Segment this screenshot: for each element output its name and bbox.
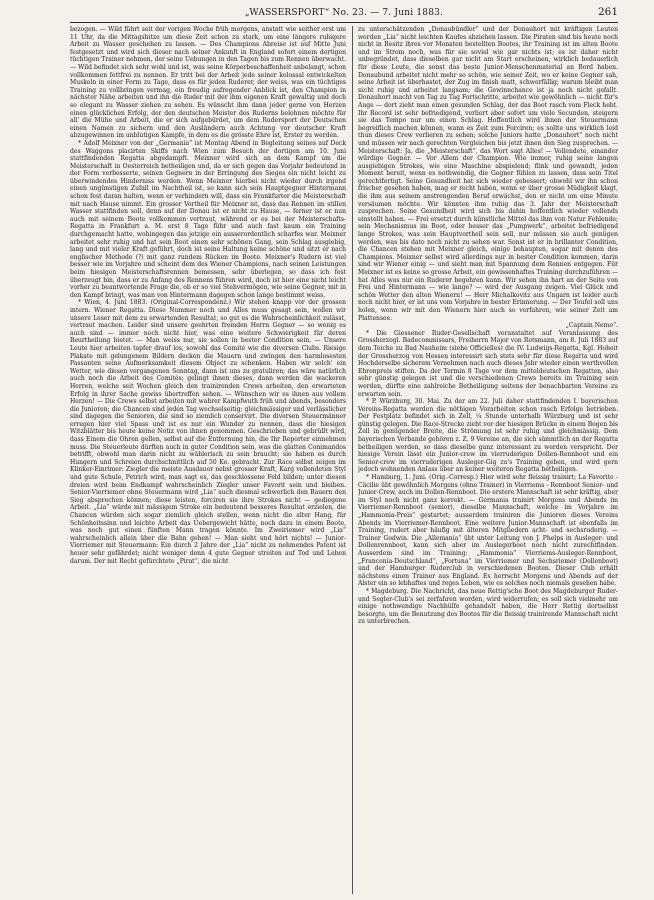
article-paragraph: * P. Würzburg, 30. Mai. Zu der am 22. Juli daher stattfindenden I. bayerischen Vereins-Regatta werden die nöthigen Vorarbeiten schon rasch Erfolge betrieben. Der Festplatz befindet sich in Zell, ¼ Stunde unterhalb Würzburg und ist sehr günstig gelegen. Die Race-Strecke zieht vor der hiesigen Brücke in einem Bogen bis Zell in genügender Breite, die Strömung ist sehr ruhig und gleichmässig. Dem bayerischen Verbande gehören z. Z. 9 Vereine an, die sich sämmtlich an der Regatta betheiligen werden, so dass dieselbe ganz interessant zu werden verspricht. Der hiesige Verein lässt ein Junior-crew im vierruderigen Dollen-Rennboot und ein Senior-crew im vierruderigen Ausleger-Gig zu's Training geben, und wird gern jedoch wohnenden Anlass über an keiner weiteren Regatta betheiligen. bbox=[358, 398, 618, 474]
header-title: „WASSERSPORT“ No. 23. — 7. Juni 1883. bbox=[244, 8, 444, 18]
article-paragraph: bezogen. — Wild führt seit der vorigen Woche früh morgens, anstatt wie seither erst um 11 Uhr, da die Mittagshitze um diese Zeit schon zu stark, um eine längere ruhigere Arbeit zu Wasser geschehen zu lassen. — Des Champions Abreise ist auf Mitte Juni festgesetzt und wird sich dieser nach seiner Ankunft in England sofort einem dortigen tüchtigen Trainer nehmen, der seine Uebungen in den Tagen bis zum Rennen überwacht. — Wild befindet sich sehr wohl und ist, was seine Körperbeschaffenheit anbelangt, schon vollkommen fettfrei zu nennen. Er tritt bei der Arbeit jede seiner kolossal entwickelten Muskeln in einer Form zu Tage, dass es für jeden Ruderer, der weiss, was ein tüchtiges Training zu vollbringen vermag, ein freudig aufregender Anblick ist, den Champion in nächster Nähe arbeiten und ihn die Ruder mit der ihm eigenen Kraft gewaltig und doch so elegant zu Wasser ziehen zu sehen. Es wünscht ihm dann jeder gerne von Herzen einen glücklichen Erfolg, der den deutschen Meister des Ruderns belohnen möchte für all' die Mühe und Arbeit, die er sich aufgebürdet, um dem Rudersport der Deutschen einen Namen zu sichern und den Ausländern auch Achtung vor deutscher Kraft abzugewinnen im unblutigen Kampfe, in dem es die grösste Ehre ist, Erster zu werden. bbox=[70, 26, 346, 140]
article-paragraph: * Wien, 4. Juni 1883. (Original-Correspondenz.) Wir stehen knapp vor der grossen intern. Wiener Regatta. Diese Nummer noch und Alles muss gesagt sein, wollen wir unsere Leser mit dem zu erwartenden Resultat, so gut es die Wahrscheinlichkeit zulässt, vertraut machen. Leider sind unsere geehrten fremden Herrn Gegner — so wenig es auch sind — immer noch nicht hier, was eine weitere Schwierigkeit für deren Beurtheilung bietet. — Man weiss nur, sie sollen in bester Condition sein. — Unsere Leute hier arbeiten tapfer drauf los, sowohl das Comité wie die diversen Clubs. Riesige Plakate mit gelungenem Bildern decken die Mauern und zwingen den harmlosesten Passanten seine Aufmerksamkeit diesem Object zu schenken. Haben wir solch' ein Wetter, wie diesen vergangenen Sonntag, dann ist uns zu gratuliren; das wäre natürlich auch noch die Arbeit des Comités; gelingt ihnen dieses, dann werden die wackeren Herren, welche seit Wochen gleich den trainirenden Crews arbeiten, den erwarteten Erfolg in ihrer Sache gewiss übertreffen sehen. — Wünschen wir es ihnen aus vollem Herzen! — Die Crews selbst arbeiten mit wahrer Kampfwuth früh und abends, besonders die Junioren; die Chancen sind jeden Tag wechselseitig; gleichmässiger und verlässlicher sind dagegen die Senioren, die sind so ziemlich conservirt. Die diversen Steuermänner erregen hier viel Spass und ist es nur ein Wunder zu nennen, dass die hiesigen Witzblätter bis heute keine Notiz von ihnen genommen. Geschrieben und gebrüllt wird, dass Einem die Ohren gellen, selbst auf die Entfernung hin, die Ihr Reporter einnehmen muss. Die Steuerleute dürften auch in guter Condition sein, was die glatten Commandos betrifft, obwohl man darin nicht zu wählerisch zu sein braucht; sie haben es durch Hungern und Schreien durchschnittlich auf 50 Ko. gebracht. Zur Race selbst zeigen im Klinker-Einrimer: Ziegler die meiste Ausdauer nebst grosser Kraft, Karg vollendeten Styl und gute Schule, Petrich wird, man sagt es, das geschlossene Feld bilden; unter diesen dreien wird beim Endkampf wahrscheinlich Ziegler unser Favorit sein und bleiben. Senior-Vierriemer ohne Steuermann wird „Lia“ auch diesmal schwerlich den Bauern den Sieg absprechen können; diese leisten, forciren sie ihre Strokes nicht — gediegene Arbeit. „Lia“ würde mit mässigem Stroke ein bedeutend besseres Resultat erzielen, die Chancen würden sich sogar ziemlich gleich stellen, wenn nicht die alter Hang, für Schönheitssinn und leichte Arbeit das Uebergewicht hätte, noch dazu in einem Boote, was noch gut einen fünften Mann tragen könnte. Im Zweiriemer wird „Lia“ wahrscheinlich allein über die Bahn gehen! — Man sieht und hört nichts! — Junior-Vierriemer mit Steuermann: Ein durch 2 Jahre der „Lia“ nicht zu nehmendes Patent ist heuer sehr gefährdet; nicht weniger denn 4 gute Gegner streiten auf Tod und Leben darum. Der mit Recht gefürchtete „Pirat“, die nicht bbox=[70, 299, 346, 565]
article-paragraph: * Die Giessener Ruder-Gesellschaft veranstaltet auf Veranlassung des Grossherzogl. Badecommissars, Freiherrn Major von Rotsmann, am 8. Juli 1883 auf dem Teiche zu Bad Nauheim (siehe Officielles) die IV. Ludwigs-Regatta, Kgl. Hoheit der Grossherzog von Hessen interessirt sich stets sehr für diese Regatta und wird Hochderselbe sicherem Vernehmen nach auch dieses Jahr wieder einen werthvollen Ehrenpreis stiften. Da der Termin 8 Tage vor dem mitteldeutschen Regatten, also sehr günstig gelegen ist und die verschiedenen Crews bereits im Training sein werden, dürfte eine zahlreiche Betheiligung seitens der benachbarten Vereine zu erwarten sein. bbox=[358, 329, 618, 398]
running-header bbox=[70, 6, 618, 20]
article-paragraph: * Magdeburg. Die Nachricht, das neue Rettig'sche Boot des Magdeburger Ruder- und Segler-Club's sei zerfahren worden, wird widerrufen; es soll sich vielmehr um einige nothwendige Nachhülfe gehandelt haben, die Herr Rettig dortselbst besorgte, um die Benutzung des Bootes für die fleissig trainirende Mannschaft nicht zu unterbrechen. bbox=[358, 587, 618, 626]
article-paragraph: * Hamburg, 1. Juni. (Orig.-Corresp.) Hier wird sehr fleissig trainirt; La Favorite - Cäcilie übt gewöhnlich Morgens (ohne Trainer) in Vierriems - Rennboot Senior- und Junior-Crew, auch im Dollen-Rennboot. Die erstere Mannschaft ist sehr kräftig, aber im Styl noch nicht ganz korrekt. — Germania trainirt Morgens und Abends im Vierriemer-Rennboot (senior), dieselbe Mannschaft, welche im Vorjahre im „Hammonia-Preis“ gestartet; ausserdem trainiren die Junioren dieses Vereins Abends im Vierriemer-Rennboot. Eine weitere Junior-Mannschaft ist ebenfalls im Training, rudert aber häufig mit älteren Mitgliedern acht- und sechsruderig. — Trainer Godwin. Die „Allemania“ übt unter Leitung von J. Phelps in Ausleger- und Dollenrennboot, kann sich aber im Auslegerboot noch nicht zurechtfinden. Ausserdem sind im Training: „Hammonia“ Vierriems-Ausleger-Rennboot, „Franconia-Deutschland“, „Fortuna“ im Vierriemer und Sechsriemer (Dollenboot) und der Hamburger Ruderclub in verschiedenen Booten. Dieser Club erhält nächstens einen Trainer aus England. Es herrscht Morgens und Abends auf der Alster ein so lebhaftes und reges Leben, wie es solches noch niemals gesehen habe. bbox=[358, 474, 618, 588]
article-paragraph: zu unterschätzenden „Donaubündler“ und der Donauhort mit kräftigen Leuten werden „Lia“ nicht leichten Kaufes abziehen lassen. Die Piraten sind bis heute noch nicht in Besitz ihres vor Monaten bestellten Bootes, ihr Training ist im alten Boote und im Strom noch, was für sie soviel wie gar nichts ist; es ist daher nicht unbegründet, dass dieselben gar nicht am Start erscheinen, wirklich bedauerlich für diese Leute, die sonst das beste Junior-Menschenmaterial an Bord haben. Donaubund arbeitet nicht mehr so schön, wie seiner Zeit, wo er keine Gegner sah, seine Arbeit ist überhastet, der Zug im finish matt, schwerfällig; warum bleibt man nicht ruhig und arbeitet langsam; die Gewinnchance ist ja noch nicht gefallt. Donauhort macht von Tag zu Tag Fortschritte, arbeitet wie gewöhnlich — nicht für's Auge — dort zieht man einen gesunden Schlag, der das Boot rasch vom Fleck hebt. Ihr Record ist sehr befriedigend, verliert aber sofort um viele Secunden, steigern sie das Tempo nur um einen Schlag. Hoffentlich wird ihnen der Steuermann begreiflich machen können, wann es Zeit zum Forciren; es sollte uns wirklich leid thun dieses Crew verlieren zu sehen; solche Juniors hatte „Donauhort“ noch nicht und müssen wir nach gerechten Vergleichen bis jetzt ihnen den Sieg zusprechen. — Meisterschaft: Ja, die „Meisterschaft“, das Wort sagt Alles! — Vollendete, einander würdige Gegner. — Vor Allem der Champion. Wie immer, ruhig seine langen ausgiebigen Strokes, wie eine Maschine abspielend; flink und gewandt, jeden Moment bereit, wenn es nothwendig, die Gegner fühlen zu lassen, dass sein Titel gerechtfertigt. Seine Gesundheit hat sich wieder gebessert; obwohl wir ihn schon frischer gesehen haben, mag er recht haben, wenn er über grosse Müdigkeit klagt, die ihm aus seinem anstrengenden Beruf erwächst, den er nicht um eine Minute versäumen möchte. Wir könnten ihm ruhig das 3. Jahr der Meisterschaft zusprechen. Seine Gesundheit wird sich bis dahin hoffentlich wieder vollends einstellt haben. — Frei ersetzt durch künstliche Mittel das ihm von Natur Fehlende; sein Mechanismus im Boot, oder besser das „Pumpwerk“, arbeitet befriedigend lange Strokes, was sein Hauptvortheil sein soll, nur müssen sie auch genügen werden, was bis dato noch nicht zu sehen war. Sonst ist er in brillanter Condition, die Chancen stehen mit Meixner gleich, einige behaupten, sogar mit denen des Champions. Meixner selbst wird allerdings nur in bester Condition kommen, darin sind wir Wiener einig — und sieht man mit Spannung dem Rennen entgegen. Für Meixner ist es keine so grosse Arbeit, ein gewissenhaftes Training durchzuführen — hat Alles was nur ein Ruderer begehren kann. Wir sehen ihn hart an der Seite von Frei und Hintermann — wie lange? — wird der Ausgang zeigen. Viel Glück und schön Wetter den alten Wienern! — Herr Michalkovitz aus Ungarn ist leider auch noch nicht hier, er ist uns vom Vorjahre in bester Erinnerung. — Der Teufel soll uns holen, wenn wir mit den Wienern hier auch so verfahren, wie seiner Zeit am Plattensee. bbox=[358, 26, 618, 322]
page-number: 261 bbox=[597, 6, 618, 18]
left-column bbox=[70, 26, 346, 896]
header-rule bbox=[70, 22, 618, 23]
article-paragraph: * Adolf Meixner von der „Germania“ ist Montag Abend in Begleitung seines auf Deck des Waggons placirten Skiffs nach Wien zum Besuch der dortigen am 10. Juni stattfindenden Regatta abgedampft. Meixner wird sich an dem Kampf um die Meisterschaft in Oesterreich betheiligen und, da er sich gegen das Vorjahr bedeutend in der Form verbesserte, seinen Gegnern in der Erringung des Sieges ein nicht leicht zu überwindendes Hinderniss werden. Wenn Meixner hierbei nicht wieder durch irgend einen ungünstigen Zufall im Nachtheil ist, so kann sich sein Hauptgegner Hintermann schon fest daran halten, wenn er verhindern will, dass ein Frankfurter die Meisterschaft mit nach Hause nimmt. Ein grosser Vortheil für Meixner ist, dass das Rennen im stillen Wasser stattfinden soll, denn auf der Donau ist er nicht zu Hause, — ferner ist er nun auch mit seinem Boote vollkommen vertraut, während er es bei der Meisterschafts-Regatta in Frankfurt a. M. erst 8 Tage führ und auch fast kaum ein Training durchgemacht hatte, wohingegen das jetzige ein ausserordentlich scharfes war. Meixner arbeitet sehr ruhig und hat sein Boot einen sehr schönen Gang, sein Schlag ausgiebig, lang und mit vieler Kraft geführt, doch ist seine Haltung keine schöne und sitzt er nach englischer Methode (?) mit ganz rundem Rücken im Boote. Meixner's Rudern ist viel besser wie im Vorjahre und scheint dem des Wiener Champions, nach seinen Leistungen beim hiesigen Meisterschaftsrennen bemessen, sehr überlegen, so dass ich fest überzeugt bin, dass er zu Anfang des Rennens führen wird, doch ist hier eine nicht leicht vorher zu beantwortende Frage die, ob er so viel Stehvermögen, wie seine Gegner, mit in den Kampf bringt, was man von Hintermann dagegen schon lange bestimmt weiss. bbox=[70, 139, 346, 299]
column-divider bbox=[352, 26, 353, 894]
author-signature: „Captain Nemo“. bbox=[565, 322, 618, 330]
right-column bbox=[358, 26, 618, 896]
